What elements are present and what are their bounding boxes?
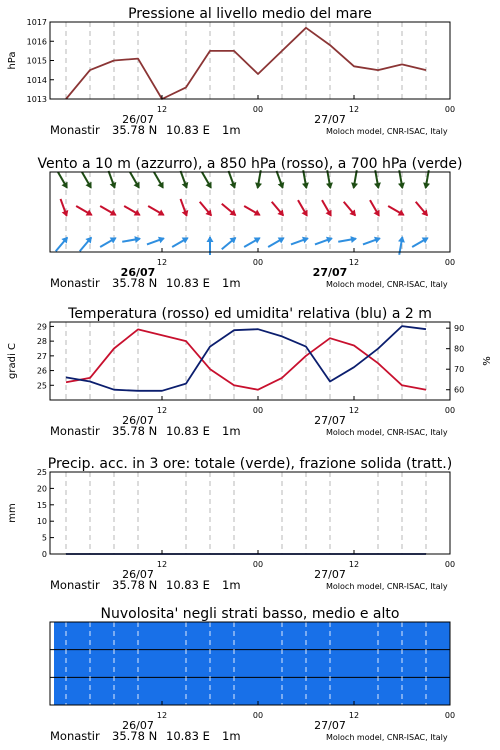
panel-title: Nuvolosita' negli strati basso, medio e alto xyxy=(100,606,400,622)
panel-4 xyxy=(50,622,450,705)
cloud-cell-medio xyxy=(342,650,366,678)
y-tick-label: 10 xyxy=(36,517,47,527)
panel-title: Vento a 10 m (azzurro), a 850 hPa (rosso), a 700 hPa (verde) xyxy=(37,156,463,172)
station-lon: 10.83 E xyxy=(166,123,210,137)
panel-title: Pressione al livello medio del mare xyxy=(128,6,372,22)
x-tick-label: 12 xyxy=(156,105,168,114)
model-credit: Moloch model, CNR-ISAC, Italy xyxy=(326,428,448,437)
wind-barb-10m xyxy=(291,237,309,245)
cloud-cell-basso xyxy=(366,677,390,705)
y2-tick-label: 90 xyxy=(454,324,465,334)
y-tick-label: 0 xyxy=(41,550,47,559)
y-tick-label: 15 xyxy=(36,500,47,510)
panel-2 xyxy=(50,322,450,400)
wind-barb-700hPa xyxy=(326,170,333,189)
station-name: Monastir xyxy=(50,729,100,743)
y-tick-label: 1017 xyxy=(26,18,47,27)
station-name: Monastir xyxy=(50,276,100,290)
x-tick-label: 12 xyxy=(348,711,360,720)
x-tick-label: 12 xyxy=(156,711,168,720)
panel-0 xyxy=(50,22,450,99)
date-label: 26/07 xyxy=(122,113,154,126)
wind-barb-700hPa xyxy=(423,170,430,189)
station-alt: 1m xyxy=(222,729,241,743)
station-name: Monastir xyxy=(50,578,100,592)
plot-frame xyxy=(50,472,450,554)
station-lat: 35.78 N xyxy=(112,123,158,137)
wind-barb-850hPa xyxy=(148,206,164,216)
cloud-cell-basso xyxy=(294,677,318,705)
x-tick-label: 00 xyxy=(252,560,264,569)
cloud-cell-medio xyxy=(150,650,174,678)
wind-barb-700hPa xyxy=(229,171,237,189)
station-alt: 1m xyxy=(222,424,241,438)
cloud-cell-basso xyxy=(222,677,246,705)
y-tick-label: 5 xyxy=(41,533,47,543)
y-tick-label: 26 xyxy=(36,366,47,376)
panel-title: Precip. acc. in 3 ore: totale (verde), frazione solida (tratt.) xyxy=(47,456,453,472)
date-label: 26/07 xyxy=(120,266,156,279)
y2-tick-label: 70 xyxy=(454,365,465,375)
x-tick-label: 00 xyxy=(444,258,456,267)
x-tick-label: 00 xyxy=(252,258,264,267)
station-lat: 35.78 N xyxy=(112,424,158,438)
y2-tick-label: 60 xyxy=(454,385,465,395)
station-name: Monastir xyxy=(50,424,100,438)
cloud-cell-basso xyxy=(390,677,414,705)
x-tick-label: 00 xyxy=(444,406,456,415)
model-credit: Moloch model, CNR-ISAC, Italy xyxy=(326,582,448,591)
x-tick-label: 12 xyxy=(156,560,168,569)
cloud-cell-basso xyxy=(414,677,450,705)
y-tick-label: 29 xyxy=(36,322,47,332)
wind-barb-850hPa xyxy=(344,202,356,217)
wind-barb-700hPa xyxy=(277,171,285,189)
y-tick-label: 25 xyxy=(36,468,47,477)
cloud-cell-basso xyxy=(78,677,102,705)
x-tick-label: 12 xyxy=(348,105,360,114)
cloud-cell-basso xyxy=(198,677,222,705)
date-label: 27/07 xyxy=(314,113,346,126)
cloud-cell-basso xyxy=(246,677,270,705)
x-tick-label: 00 xyxy=(252,711,264,720)
cloud-cell-basso xyxy=(318,677,342,705)
date-label: 26/07 xyxy=(122,414,154,427)
y-axis-label: gradi C xyxy=(7,343,18,379)
y2-axis-label: % xyxy=(482,356,493,366)
wind-barb-700hPa xyxy=(255,170,262,189)
station-lat: 35.78 N xyxy=(112,276,158,290)
plot-frame xyxy=(50,22,450,99)
date-label: 26/07 xyxy=(122,568,154,581)
wind-barb-700hPa xyxy=(374,170,381,189)
wind-barb-700hPa xyxy=(154,172,164,188)
cloud-cell-basso xyxy=(270,677,294,705)
model-credit: Moloch model, CNR-ISAC, Italy xyxy=(326,280,448,289)
y-tick-label: 1015 xyxy=(26,56,47,66)
wind-barb-700hPa xyxy=(351,170,358,189)
x-tick-label: 12 xyxy=(348,560,360,569)
wind-barb-700hPa xyxy=(181,171,189,189)
wind-barb-850hPa xyxy=(61,199,69,217)
y-tick-label: 25 xyxy=(36,381,47,391)
cloud-cell-alto xyxy=(342,622,366,650)
wind-barb-10m xyxy=(56,237,68,252)
y-axis-label: hPa xyxy=(7,51,18,70)
date-label: 27/07 xyxy=(314,414,346,427)
date-label: 27/07 xyxy=(314,568,346,581)
station-lon: 10.83 E xyxy=(166,276,210,290)
cloud-cell-basso xyxy=(174,677,198,705)
wind-barb-850hPa xyxy=(244,206,260,216)
wind-barb-10m xyxy=(147,237,165,245)
cloud-cell-alto xyxy=(150,622,174,650)
panel-3 xyxy=(50,472,450,554)
series-line-0 xyxy=(66,28,426,99)
panel-1 xyxy=(50,170,450,255)
date-label: 27/07 xyxy=(314,719,346,732)
station-lat: 35.78 N xyxy=(112,729,158,743)
date-label: 27/07 xyxy=(312,266,348,279)
x-tick-label: 12 xyxy=(348,258,360,267)
wind-barb-10m xyxy=(363,237,381,245)
station-alt: 1m xyxy=(222,578,241,592)
cloud-cell-basso xyxy=(150,677,174,705)
x-tick-label: 12 xyxy=(156,258,168,267)
wind-barb-10m xyxy=(80,237,92,252)
station-lon: 10.83 E xyxy=(166,424,210,438)
wind-barb-10m xyxy=(315,237,333,245)
y-tick-label: 1014 xyxy=(26,75,47,85)
x-tick-label: 00 xyxy=(444,711,456,720)
y-axis-label: mm xyxy=(7,503,18,523)
panel-title: Temperatura (rosso) ed umidita' relativa (blu) a 2 m xyxy=(68,306,432,322)
wind-barb-10m xyxy=(338,236,357,243)
cloud-cell-alto xyxy=(414,622,450,650)
station-alt: 1m xyxy=(222,123,241,137)
y-tick-label: 1013 xyxy=(26,95,47,104)
station-alt: 1m xyxy=(222,276,241,290)
y-tick-label: 28 xyxy=(36,337,47,347)
x-tick-label: 00 xyxy=(252,105,264,114)
x-tick-label: 00 xyxy=(444,560,456,569)
cloud-cell-basso xyxy=(342,677,366,705)
y-tick-label: 1016 xyxy=(26,37,47,47)
y-tick-label: 20 xyxy=(36,484,47,494)
wind-barb-700hPa xyxy=(398,170,405,189)
cloud-cell-basso xyxy=(54,677,78,705)
date-label: 26/07 xyxy=(122,719,154,732)
station-name: Monastir xyxy=(50,123,100,137)
station-lat: 35.78 N xyxy=(112,578,158,592)
y-tick-label: 27 xyxy=(36,351,47,361)
wind-barb-10m xyxy=(244,238,260,248)
x-tick-label: 00 xyxy=(252,406,264,415)
wind-barb-850hPa xyxy=(181,199,189,217)
station-lon: 10.83 E xyxy=(166,729,210,743)
x-tick-label: 12 xyxy=(156,406,168,415)
cloud-cell-medio xyxy=(414,650,450,678)
cloud-cell-medio xyxy=(246,650,270,678)
model-credit: Moloch model, CNR-ISAC, Italy xyxy=(326,127,448,136)
station-lon: 10.83 E xyxy=(166,578,210,592)
cloud-cell-alto xyxy=(246,622,270,650)
x-tick-label: 00 xyxy=(444,105,456,114)
cloud-cell-basso xyxy=(102,677,126,705)
model-credit: Moloch model, CNR-ISAC, Italy xyxy=(326,733,448,742)
wind-barb-700hPa xyxy=(302,170,309,189)
y2-tick-label: 80 xyxy=(454,344,465,354)
cloud-cell-basso xyxy=(126,677,150,705)
wind-barb-700hPa xyxy=(109,171,117,189)
series-line-0 xyxy=(66,329,426,389)
x-tick-label: 12 xyxy=(348,406,360,415)
wind-barb-850hPa xyxy=(222,204,237,216)
